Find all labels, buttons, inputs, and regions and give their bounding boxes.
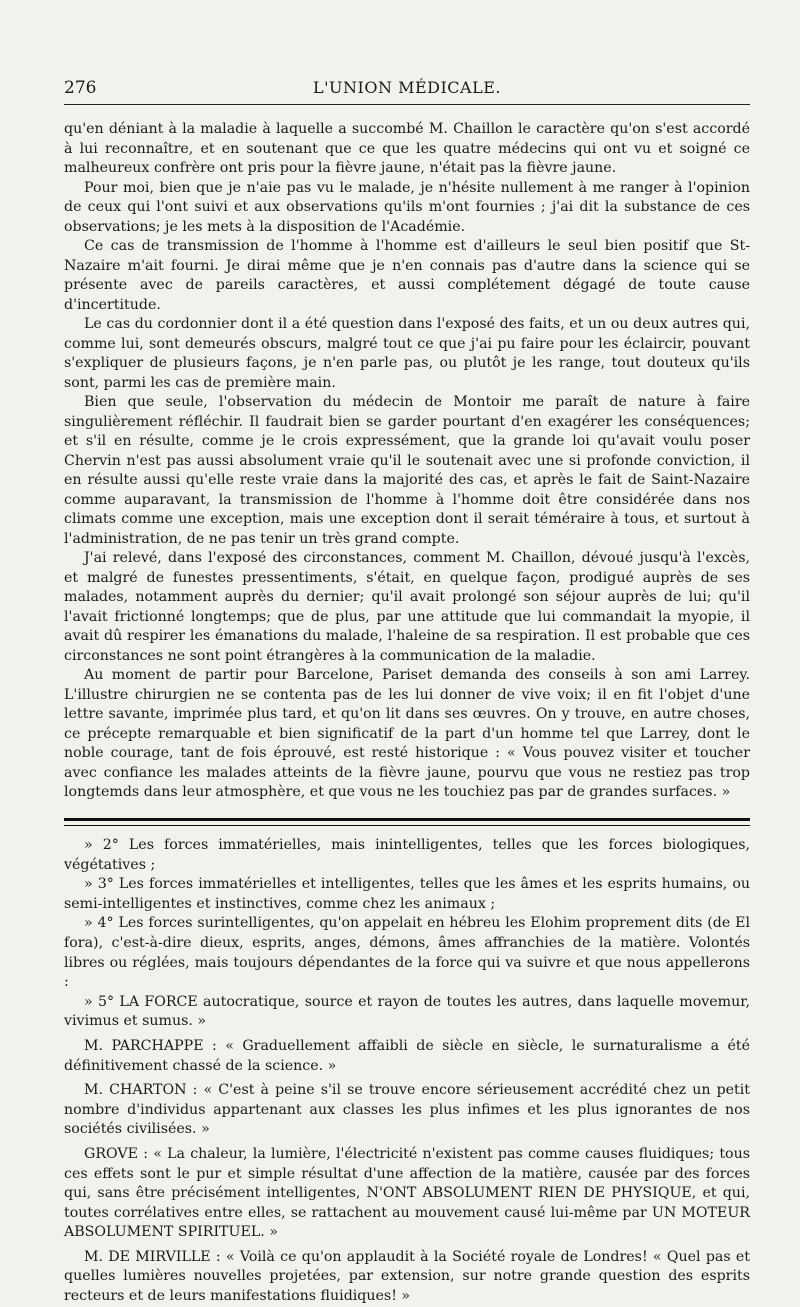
journal-title: L'UNION MÉDICALE. <box>313 78 501 97</box>
header-rule <box>64 104 750 105</box>
paragraph: Bien que seule, l'observation du médecin de Montoir me paraît de nature à faire singulièrement réfléchir. Il faudrait bien se garder pourtant d'en exagérer les conséquences; et s'il en résulte, comme je le crois expressément, que la grande loi qu'avait voulu poser Chervin n'est pas aussi absolument vraie qu'il le soutenait avec une si profonde conviction, il en résulte aussi qu'elle reste vraie dans la majorité des cas, et après le fait de Saint-Nazaire comme auparavant, la transmission de l'homme à l'homme doit être considérée dans nos climats comme une exception, mais une exception dont il serait téméraire à tous, et surtout à l'administration, de ne pas tenir un très grand compte. <box>64 394 750 547</box>
paragraph: Le cas du cordonnier dont il a été question dans l'exposé des faits, et un ou deux autres qui, comme lui, sont demeurés obscurs, malgré tout ce que j'ai pu faire pour les éclaircir, pouvant s'expliquer de plusieurs façons, je n'en parle pas, ou plutôt je les range, tout douteux qu'ils sont, parmi les cas de première main. <box>64 316 750 391</box>
paragraph: » 3° Les forces immatérielles et intelligentes, telles que les âmes et les esprits humains, ou semi-intelligentes et instinctives, comme chez les animaux ; <box>64 876 750 912</box>
paragraph: » 4° Les forces surintelligentes, qu'on appelait en hébreu les Elohim proprement dits (de El fora), c'est-à-dire dieux, esprits, anges, démons, âmes affranchies de la matière. Volontés libres ou réglées, mais toujours dépendantes de la force qui va suivre et que nous appellerons : <box>64 915 750 991</box>
article-section <box>64 120 750 803</box>
paragraph: GROVE : « La chaleur, la lumière, l'électricité n'existent pas comme causes fluidiques; tous ces effets sont le pur et simple résultat d'une affection de la matière, causée par des forces qui, sans être précisément intelligentes, N'ONT ABSOLUMENT RIEN DE PHYSIQUE, et qui, toutes corrélatives entre elles, se rattachent au mouvement causé lui-même par UN MOTEUR ABSOLUMENT SPIRITUEL. » <box>64 1145 750 1241</box>
paragraph: J'ai relevé, dans l'exposé des circonstances, comment M. Chaillon, dévoué jusqu'à l'excès, et malgré de funestes pressentiments, s'était, en quelque façon, prodigué auprès de ses malades, notamment auprès du dernier; qu'il avait prolongé son séjour auprès de lui; qu'il l'avait frictionné longtemps; que de plus, par une attitude que lui commandait la myopie, il avait dû respirer les émanations du malade, l'haleine de sa respiration. Il est probable que ces circonstances ne sont point étrangères à la communication de la maladie. <box>64 550 750 664</box>
section-divider-thin <box>64 825 750 826</box>
paragraph: M. PARCHAPPE : « Graduellement affaibli de siècle en siècle, le surnaturalisme a été définitivement chassé de la science. » <box>64 1037 750 1074</box>
paragraph: M. CHARTON : « C'est à peine s'il se trouve encore sérieusement accrédité chez un petit nombre d'individus appartenant aux classes les plus infimes et les plus ignorantes de nos sociétés civilisées. » <box>64 1082 750 1138</box>
section-divider <box>64 818 750 821</box>
paragraph: Pour moi, bien que je n'aie pas vu le malade, je n'hésite nullement à me ranger à l'opinion de ceux qui l'ont suivi et aux observations qu'ils m'ont fournies ; j'ai dit la substance de ces observations; je les mets à la disposition de l'Académie. <box>64 179 750 235</box>
paragraph: » 2° Les forces immatérielles, mais inintelligentes, telles que les forces biologiques, végétatives ; <box>64 837 750 873</box>
paragraph: M. DE MIRVILLE : « Voilà ce qu'on applaudit à la Société royale de Londres! « Quel pas et quelles lumières nouvelles projetées, par extension, sur notre grande question des esprits recteurs et de leurs manifestations fluidiques! » <box>64 1248 750 1305</box>
paragraph: qu'en déniant à la maladie à laquelle a succombé M. Chaillon le caractère qu'on s'est accordé à lui reconnaître, et en soutenant que ce que les quatre médecins qui ont vu et soigné ce malheureux confrère ont pris pour la fièvre jaune, n'était pas la fièvre jaune. <box>64 121 750 176</box>
running-header <box>64 78 750 102</box>
paragraph: Ce cas de transmission de l'homme à l'homme est d'ailleurs le seul bien positif que St-Nazaire m'ait fourni. Je dirai même que je n'en connais pas d'autre dans la science qui se présente avec de pareils caractères, et aussi complétement dégagé de toute cause d'incertitude. <box>64 238 750 313</box>
paragraph: Au moment de partir pour Barcelone, Pariset demanda des conseils à son ami Larrey. L'illustre chirurgien ne se contenta pas de les lui donner de vive voix; il en fit l'objet d'une lettre savante, imprimée plus tard, et qu'on lit dans ses œuvres. On y trouve, en autre choses, ce précepte remarquable et bien significatif de la part d'un homme tel que Larrey, dont le noble courage, tant de fois éprouvé, est resté historique : « Vous pouvez visiter et toucher avec confiance les malades atteints de la fièvre jaune, pourvu que vous ne restiez pas trop longtemds dans leur atmosphère, et que vous ne les touchiez pas par de grandes surfaces. » <box>64 667 750 800</box>
feuilleton-section <box>64 836 750 1307</box>
paragraph: » 5° LA FORCE autocratique, source et rayon de toutes les autres, dans laquelle movemur, vivimus et sumus. » <box>64 993 750 1030</box>
page-number: 276 <box>64 78 97 98</box>
